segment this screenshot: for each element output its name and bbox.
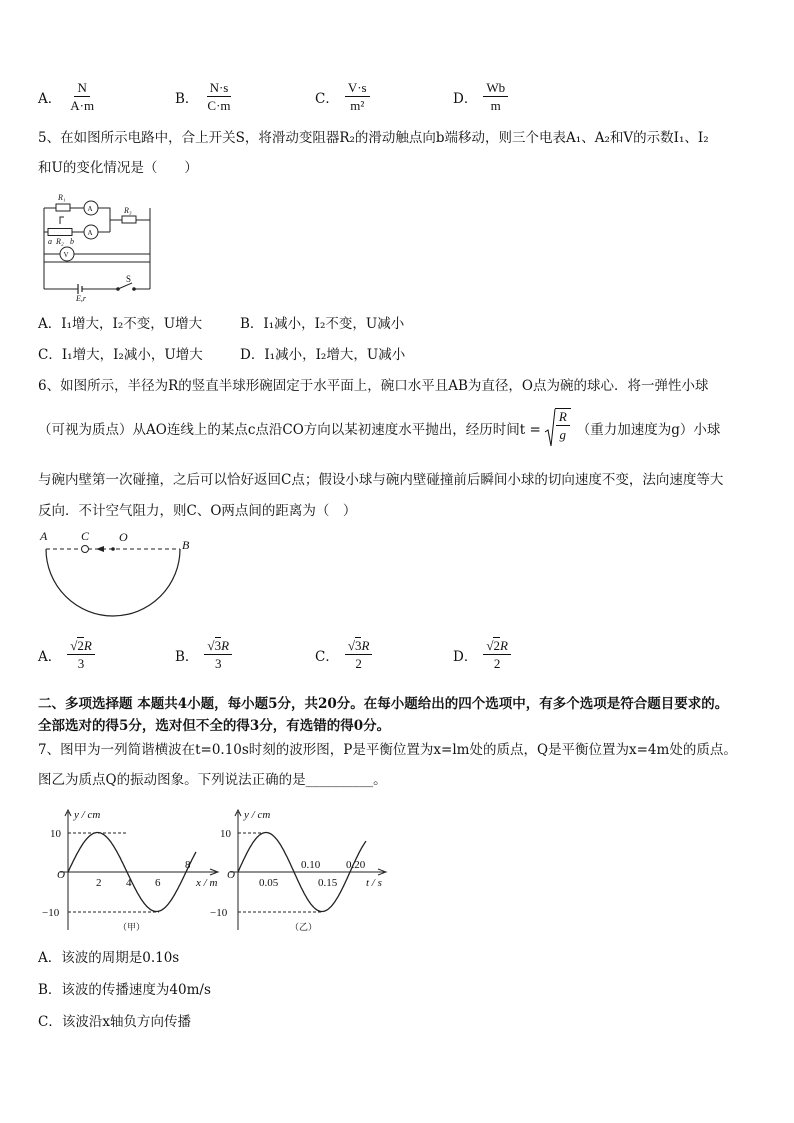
r3-label: R₃ [124, 206, 132, 215]
q4-option-d[interactable]: D． $\frac{Wb}{m}$ [453, 80, 508, 113]
q7-stem-line1: 7、图甲为一列简谐横波在t=0.10s时刻的波形图，P是平衡位置为x=lm处的质点，Q是平衡位置为x=4m处的质点。 [38, 742, 737, 758]
q6-stem-line2: （可视为质点）从AO连线上的某点c点沿CO方向以某初速度水平抛出，经历时间t = $\frac{R}{g}$ （重力加速度为g）小球 [38, 408, 720, 448]
q7-option-c[interactable]: C．该波沿x轴负方向传播 [38, 1014, 191, 1030]
graph-b-xtick-020: 0.20 [346, 859, 366, 871]
q6-option-b[interactable]: B． $\frac{√3R}{3}$ [175, 638, 232, 671]
q5-option-c[interactable]: C．I₁增大，I₂减小，U增大 [38, 347, 203, 363]
q6-stem-line1: 6、如图所示，半径为R的竖直半球形碗固定于水平面上，碗口水平且AB为直径，O点为碗的球心．将一弹性小球 [38, 378, 709, 394]
q5-stem-line1: 5、在如图所示电路中，合上开关S，将滑动变阻器R₂的滑动触点向b端移动，则三个电表A₁、A₂和V的示数I₁、I₂ [38, 130, 709, 146]
r2-label: R₂ [56, 237, 64, 246]
battery-label: E,r [76, 294, 86, 303]
answer-fraction: $\frac{√2R}{3}$ [67, 638, 95, 671]
graph-a-ylabel: y / cm [74, 809, 101, 821]
q4-option-a[interactable]: A． $\frac{N}{A\cdot m}$ [38, 80, 97, 113]
velocity-arrow-icon [96, 546, 104, 552]
q4-option-b[interactable]: B． $\frac{N\cdot s}{C\cdot m}$ [175, 80, 234, 113]
q4-option-c[interactable]: C． $\frac{V\cdot s}{\text{m²}}$ [315, 80, 370, 113]
ammeter-a1-icon: A [87, 205, 93, 213]
graph-b-ylabel: y / cm [244, 809, 271, 821]
answer-fraction: $\frac{√2R}{2}$ [483, 638, 511, 671]
unit-fraction: $\frac{Wb}{m}$ [483, 80, 508, 113]
graph-b-ytick-10: 10 [220, 828, 231, 840]
point-a-label: A [40, 529, 48, 543]
q7-option-a[interactable]: A．该波的周期是0.10s [38, 950, 180, 966]
q5-circuit-diagram [38, 186, 158, 303]
terminal-a-label: a [48, 237, 52, 246]
wave-graph-b [206, 806, 396, 936]
graph-b-xlabel: t / s [366, 877, 382, 889]
section2-heading-line1: 二、多项选择题 本题共4小题，每小题5分，共20分。在每小题给出的四个选项中，有多个选项是符合题目要求的。 [38, 696, 729, 712]
q6-option-d[interactable]: D． $\frac{√2R}{2}$ [453, 638, 511, 671]
q5-option-b[interactable]: B．I₁减小，I₂不变，U减小 [240, 316, 405, 332]
q7-option-b[interactable]: B．该波的传播速度为40m/s [38, 982, 211, 998]
ammeter-a2-icon: A [87, 229, 93, 237]
q6-bowl-diagram [38, 528, 198, 628]
graph-b-origin: O [227, 869, 235, 881]
graph-a-caption: （甲） [118, 922, 146, 932]
q5-option-d[interactable]: D．I₁减小，I₂增大，U减小 [240, 347, 406, 363]
point-b-label: B [182, 538, 190, 552]
graph-a-xtick-6: 6 [155, 877, 161, 889]
terminal-b-label: b [70, 237, 74, 246]
graph-b-xtick-010: 0.10 [301, 859, 321, 871]
unit-fraction: $\frac{N}{A\cdot m}$ [70, 80, 95, 113]
wave-graph-a [38, 806, 228, 936]
graph-b-ytick-neg10: −10 [210, 907, 228, 919]
q7-stem-line2: 图乙为质点Q的振动图象。下列说法正确的是__________。 [38, 772, 387, 788]
answer-fraction: $\frac{√3R}{3}$ [204, 638, 232, 671]
graph-a-xtick-4: 4 [126, 877, 132, 889]
q6-option-c[interactable]: C． $\frac{√3R}{2}$ [315, 638, 372, 671]
graph-a-xtick-8: 8 [185, 859, 191, 871]
unit-fraction: $\frac{N\cdot s}{C\cdot m}$ [207, 80, 231, 113]
point-o-label: O [119, 530, 128, 544]
graph-a-xtick-2: 2 [96, 877, 102, 889]
graph-a-ytick-neg10: −10 [42, 907, 60, 919]
r1-label: R₁ [58, 193, 66, 202]
point-c-label: C [81, 529, 90, 543]
voltmeter-icon: V [63, 251, 69, 259]
q5-stem-line2: 和U的变化情况是（ ） [38, 160, 198, 176]
graph-b-xtick-015: 0.15 [318, 877, 338, 889]
section2-heading-line2: 全部选对的得5分，选对但不全的得3分，有选错的得0分。 [38, 718, 391, 734]
answer-fraction: $\frac{√3R}{2}$ [345, 638, 373, 671]
q6-stem-line3: 与碗内壁第一次碰撞，之后可以恰好返回C点；假设小球与碗内壁碰撞前后瞬间小球的切向速度不变，法向速度等大 [38, 472, 724, 488]
graph-a-ytick-10: 10 [50, 828, 61, 840]
q5-option-a[interactable]: A．I₁增大，I₂不变，U增大 [38, 316, 203, 332]
q6-stem-line4: 反向．不计空气阻力，则C、O两点间的距离为（ ） [38, 503, 357, 519]
graph-a-xlabel: x / m [196, 877, 218, 889]
graph-b-caption: （乙） [290, 922, 318, 932]
switch-label: S [126, 274, 132, 284]
q6-option-a[interactable]: A． $\frac{√2R}{3}$ [38, 638, 95, 671]
graph-a-origin: O [57, 869, 65, 881]
graph-b-xtick-005: 0.05 [259, 877, 279, 889]
sqrt-expression: $\frac{R}{g}$ [545, 408, 571, 448]
unit-fraction: $\frac{V\cdot s}{\text{m²}}$ [345, 80, 370, 113]
